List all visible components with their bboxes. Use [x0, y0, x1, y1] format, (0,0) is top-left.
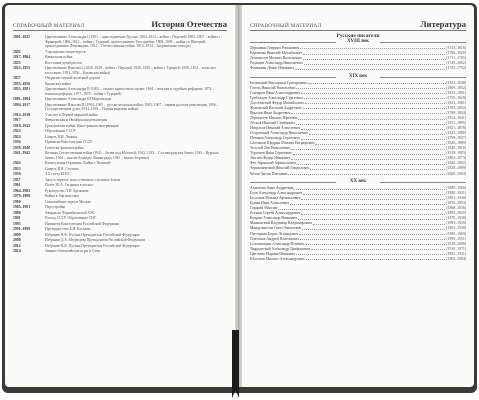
timeline-event: Президентство Б.Н. Ельцина: [45, 227, 91, 232]
writer-years: (1769–1844): [446, 110, 466, 115]
writer-name: Мандельштам Осип Эмильевич: [250, 226, 302, 231]
writer-years: (1812–1891): [446, 90, 466, 95]
timeline-date: 1979–1989: [13, 194, 31, 199]
timeline-row: [13, 238, 227, 243]
timeline-row: [13, 87, 227, 96]
writer-name: Гончаров Иван Александрович: [250, 90, 301, 95]
writer-name: Чехов Антон Павлович: [250, 171, 288, 176]
timeline-row: [13, 178, 227, 183]
writer-years: (1891–1940): [446, 196, 466, 201]
dot-leader: [297, 164, 446, 165]
timeline-row: [13, 222, 227, 227]
timeline-row: [13, 76, 227, 81]
timeline-event: Великая Отечественная война (1941 – битва под Москвой; 1942–1943 – Сталинградская битва; 1943 – Курская битва; 1944 – снятие блокады Ленинграда; 1945 – взятие Берлина): [45, 151, 219, 160]
timeline-event: Гражданская война. Иностранная интервенция: [45, 123, 119, 128]
timeline-row: [13, 61, 227, 66]
writer-years: (1870–1953): [446, 201, 466, 206]
century-heading: XIX век: [250, 74, 466, 80]
writer-years: (1783–1852): [446, 105, 466, 110]
writer-years: (1823–1886): [446, 131, 466, 136]
timeline-row: [13, 172, 227, 177]
timeline-row: [13, 216, 227, 221]
writer-years: (1831–1895): [446, 121, 466, 126]
timeline-row: [13, 205, 227, 210]
writer-name: Толстой Лев Николаевич: [250, 146, 291, 151]
dot-leader: [315, 144, 445, 145]
timeline-event: Авария на Чернобыльской АЭС: [45, 210, 95, 215]
timeline-event: Зимние Олимпийские игры в Сочи: [45, 249, 100, 254]
dot-leader: [301, 129, 445, 130]
timeline-row: [13, 35, 227, 49]
writer-name: Ломоносов Михаил Васильевич: [250, 56, 302, 61]
writer-name: Тургенев Иван Сергеевич: [250, 151, 292, 156]
timeline-event: Капитуляция Германии. Война с Японией: [45, 161, 111, 166]
writer-years: (1895–1925): [446, 211, 466, 216]
writer-name: Гоголь Николай Васильевич: [250, 85, 296, 90]
timeline-date: 1802: [13, 49, 21, 54]
writer-name: Пастернак Борис Леонидович: [250, 231, 299, 236]
writer-years: (1828–1910): [446, 146, 466, 151]
dot-leader: [305, 103, 446, 104]
timeline-row: [13, 200, 227, 205]
timeline-event: Смерть И.В. Сталина: [45, 166, 79, 171]
timeline-event: Избрание Д.А. Медведева Президентом Российской Федерации: [45, 238, 145, 243]
writer-name: Ахматова Анна Андреевна: [250, 186, 294, 191]
timeline-date: 1991: [13, 216, 21, 221]
writer-years: (1889–1966): [446, 186, 466, 191]
writer-name: Цветаева Марина Ивановна: [250, 251, 295, 256]
right-page: [242, 5, 474, 387]
writer-years: (1828–1889): [446, 166, 466, 171]
writer-name: Чернышевский Николай Гаврилович: [250, 166, 310, 171]
dot-leader: [303, 59, 446, 60]
writer-years: (1809–1852): [446, 85, 466, 90]
writer-years: (1860–1904): [446, 171, 466, 176]
writer-years: (1893–1930): [446, 221, 466, 226]
dot-leader: [291, 113, 445, 114]
writer-name: Маяковский Владимир Владимирович: [250, 221, 313, 226]
writers-list: [250, 33, 466, 261]
timeline-date: 1980: [13, 199, 21, 204]
writer-years: (1818–1883): [446, 151, 466, 156]
century-heading: XX век: [250, 179, 466, 185]
timeline-date: 2012: [13, 243, 21, 248]
dot-leader: [291, 149, 445, 150]
dot-leader: [301, 199, 445, 200]
writer-name: Державин Гавриил Романович: [250, 45, 300, 50]
timeline-date: 1956: [13, 172, 21, 177]
timeline-date: 1825–1855: [13, 66, 31, 71]
writer-years: (1821–1881): [446, 100, 466, 105]
timeline-event: Крымская война: [45, 81, 71, 86]
writer-name: Достоевский Фёдор Михайлович: [250, 100, 304, 105]
timeline-row: [13, 50, 227, 55]
writer-years: (1868–1936): [446, 206, 466, 211]
dot-leader: [300, 48, 445, 49]
timeline-event: Смерть В.И. Ленина: [45, 134, 77, 139]
dot-leader: [296, 88, 445, 89]
timeline-date: 1914–1918: [13, 112, 31, 117]
timeline-event: Образование СССР: [45, 129, 76, 134]
timeline-row: [13, 118, 227, 123]
timeline-row: [13, 249, 227, 254]
timeline-event: Принятие Конституции СССР: [45, 140, 93, 145]
timeline-row: [13, 167, 227, 172]
timeline-event: Полёт Ю.А. Гагарина в космос: [45, 183, 94, 188]
timeline-date: 1993: [13, 221, 21, 226]
timeline-row: [13, 151, 227, 160]
timeline-event: Учреждение министерств: [45, 49, 86, 54]
century-groups: [250, 39, 466, 261]
dot-leader: [303, 194, 445, 195]
writer-name: Горький Максим: [250, 206, 278, 211]
timeline-date: 1945: [13, 161, 21, 166]
right-page-title: Литература: [420, 19, 466, 29]
writer-years: (1821–1878): [446, 126, 466, 131]
timeline-date: 1917: [13, 118, 21, 123]
writer-years: (1795–1829): [446, 95, 466, 100]
timeline-date: 1837: [13, 76, 21, 81]
timeline-row: [13, 146, 227, 151]
timeline-event: Царствование Александра II (1861 – отмена крепостного права; 1864 – земская и судебная реформы; 1874 – военная реформа; 1877–1878 – война с Турцией): [45, 87, 215, 96]
timeline-row: [13, 211, 227, 216]
writer-years: (1899–1951): [446, 236, 466, 241]
writer-name: Тютчев Фёдор Иванович: [250, 156, 291, 161]
timeline-date: 1918–1922: [13, 123, 31, 128]
timeline-date: 1961: [13, 183, 21, 188]
timeline-row: [13, 124, 227, 129]
writer-name: Платонов Андрей Платонович: [250, 236, 300, 241]
timeline-event: Запуск первого искусственного спутника Земли: [45, 177, 121, 182]
timeline-row: [13, 103, 227, 112]
timeline-event: Война в Афганистане: [45, 194, 80, 199]
writer-name: Лермонтов Михаил Юрьевич: [250, 116, 298, 121]
writer-name: Булгаков Михаил Афанасьевич: [250, 196, 301, 201]
right-section-label: СПРАВОЧНЫЙ МАТЕРИАЛ: [250, 23, 322, 29]
writer-name: Куприн Александр Иванович: [250, 216, 298, 221]
dot-leader: [294, 189, 445, 190]
timeline-row: [13, 140, 227, 145]
timeline-date: 1817–1864: [13, 55, 31, 60]
timeline-date: 1964–1982: [13, 188, 31, 193]
writer-name: Твардовский Александр Трифонович: [250, 246, 310, 251]
timeline-date: 2008: [13, 238, 21, 243]
dot-leader: [308, 83, 445, 84]
writer-name: Пушкин Александр Сергеевич: [250, 136, 300, 141]
writer-years: (1803–1873): [446, 156, 466, 161]
dot-leader: [304, 64, 446, 65]
writer-name: Фонвизин Денис Иванович: [250, 66, 295, 71]
timeline-event: Открытие первой железной дороги: [45, 76, 101, 81]
timeline-date: 1924: [13, 134, 21, 139]
dot-leader: [290, 204, 445, 205]
timeline-row: [13, 194, 227, 199]
writer-name: Некрасов Николай Алексеевич: [250, 126, 300, 131]
timeline-event: Советско-финская война: [45, 145, 84, 150]
dot-leader: [288, 174, 445, 175]
timeline-event: Олимпийские игры в Москве: [45, 199, 91, 204]
writer-name: Шолохов Михаил Александрович: [250, 256, 305, 261]
timeline-event: XX съезд КПСС: [45, 172, 71, 177]
timeline-date: 1957: [13, 177, 21, 182]
writer-years: (1749–1802): [446, 61, 466, 66]
timeline-event: Царствование Николая I (1826–1828 – война с Персией; 1828–1829 – война с Турцией; 1830–1831 – польское восстание; 1853–1856 – Крымская война): [45, 66, 217, 75]
timeline-event: Избрание В.В. Путина Президентом Российской Федерации: [45, 243, 140, 248]
timeline-row: [13, 161, 227, 166]
notebook-spine: [235, 5, 242, 387]
dot-leader: [306, 259, 446, 260]
left-page-title: История Отечества: [151, 19, 227, 29]
left-page-header: [13, 15, 227, 31]
timeline-date: 1991–1999: [13, 227, 31, 232]
dot-leader: [301, 139, 446, 140]
timeline-event: Руководство Л.И. Брежнева: [45, 188, 89, 193]
dot-leader: [304, 98, 445, 99]
timeline-date: 1985–1991: [13, 205, 31, 210]
writer-years: (1880–1921): [446, 191, 466, 196]
timeline-event: Царствование Александра III Миротворца: [45, 97, 112, 102]
timeline-date: 1939–1940: [13, 145, 31, 150]
century-heading: XVIII век: [250, 39, 466, 45]
timeline-row: [13, 233, 227, 238]
timeline-event: Избрание В.В. Путина Президентом Российской Федерации: [45, 232, 140, 237]
timeline-date: 1825: [13, 60, 21, 65]
timeline-row: [13, 55, 227, 60]
writer-years: (1918–2008): [446, 241, 466, 246]
timeline-date: 1853–1856: [13, 81, 31, 86]
dot-leader: [300, 239, 445, 240]
timeline-event: Царствование Александра I (1801 – присоединение Грузии; 1804–1813 – война с Персией; 1805–1807 – войны с Францией; 1806–1812 – война с Турцией, присоединение Бессарабии; 1808–1809 – война со Швецией, присоединение Финляндии; 1812 – Отечественная война; 1813–1814 – Заграничные походы): [45, 35, 221, 49]
writer-name: Лесков Николай Семёнович: [250, 121, 296, 126]
dot-leader: [278, 209, 445, 210]
dot-leader: [302, 229, 445, 230]
writer-name: Грибоедов Александр Сергеевич: [250, 95, 304, 100]
timeline-event: Кавказская война: [45, 55, 73, 60]
timeline-date: 1894–1917: [13, 102, 31, 107]
timeline-event: Участие в Первой мировой войне: [45, 112, 98, 117]
timeline-row: [13, 82, 227, 87]
writer-years: (1905–1984): [446, 256, 466, 261]
writer-years: (1891–1938): [446, 226, 466, 231]
writer-years: (1811–1848): [446, 80, 466, 85]
dot-leader: [293, 154, 446, 155]
writer-years: (1820–1892): [446, 161, 466, 166]
dot-leader: [296, 254, 445, 255]
timeline-event: Восстание декабристов: [45, 60, 82, 65]
writer-years: (1892–1941): [446, 251, 466, 256]
timeline-row: [13, 66, 227, 75]
writer-name: Блок Александр Александрович: [250, 191, 303, 196]
timeline-row: [13, 97, 227, 102]
writer-name: Островский Александр Николаевич: [250, 131, 308, 136]
timeline-date: 1936: [13, 140, 21, 145]
dot-leader: [299, 234, 445, 235]
left-section-label: СПРАВОЧНЫЙ МАТЕРИАЛ: [13, 23, 85, 29]
timeline-date: 1881–1894: [13, 97, 31, 102]
right-page-header: [250, 15, 466, 31]
timeline-date: 1941–1945: [13, 151, 31, 156]
bookmark-ribbon[interactable]: [232, 330, 239, 398]
dot-leader: [303, 54, 445, 55]
writer-years: (1870–1938): [446, 216, 466, 221]
writer-years: (1826–1889): [446, 141, 466, 146]
timeline-event: Февральская и Октябрьская революции: [45, 118, 108, 123]
writer-name: Фет Афанасий Афанасьевич: [250, 161, 296, 166]
dot-leader: [295, 69, 445, 70]
writer-name: Крылов Иван Андреевич: [250, 110, 291, 115]
dot-leader: [309, 134, 446, 135]
timeline-event: Царствование Николая II (1904–1905 – русско-японская война; 1905–1907 – первая русская революция; 1906 – Государственная дума; 1914–1918 – Первая мировая война): [45, 102, 219, 112]
timeline-date: 2000: [13, 232, 21, 237]
timeline-row: [13, 129, 227, 134]
writer-name: Бунин Иван Алексеевич: [250, 201, 290, 206]
writer-years: (1814–1841): [446, 116, 466, 121]
dot-leader: [305, 244, 445, 245]
writer-name: Салтыков-Щедрин Михаил Евграфович: [250, 141, 315, 146]
writer-years: (1890–1960): [446, 231, 466, 236]
writer-years: (1799–1837): [446, 136, 466, 141]
timeline-row: [13, 135, 227, 140]
writer-name: Белинский Виссарион Григорьевич: [250, 80, 308, 85]
dot-leader: [298, 119, 445, 120]
writer-name: Солженицын Александр Исаевич: [250, 241, 305, 246]
writer-years: (1743–1816): [446, 45, 466, 50]
writer-name: Жуковский Василий Андреевич: [250, 105, 302, 110]
dot-leader: [303, 108, 446, 109]
timeline-date: 2014: [13, 249, 21, 254]
timeline-event: Распад СССР. Образование СНГ: [45, 216, 96, 221]
timeline-row: [13, 183, 227, 188]
dot-leader: [310, 169, 445, 170]
timeline-row: [13, 113, 227, 118]
dot-leader: [298, 219, 445, 220]
timeline-date: 1801–1825: [13, 35, 31, 39]
dot-leader: [296, 124, 445, 125]
dot-leader: [301, 93, 445, 94]
left-page: [5, 5, 235, 387]
timeline-date: 1922: [13, 129, 21, 134]
timeline-row: [13, 227, 227, 232]
timeline-row: [13, 189, 227, 194]
writer-name: Есенин Сергей Александрович: [250, 211, 301, 216]
writers-heading: Русские писатели: [336, 33, 380, 39]
writer-years: (1711–1765): [446, 56, 466, 61]
writer-years: (1745–1792): [446, 66, 466, 71]
timeline-row: [13, 244, 227, 249]
writer-years: (1766–1826): [446, 51, 466, 55]
dot-leader: [311, 249, 445, 250]
timeline-date: 1855–1881: [13, 87, 31, 92]
writer-name: Радищев Александр Николаевич: [250, 61, 303, 66]
writer-row: [250, 256, 466, 261]
writer-years: (1910–1971): [446, 246, 466, 251]
dot-leader: [291, 159, 445, 160]
timeline-date: 1986: [13, 210, 21, 215]
timeline-date: 1953: [13, 166, 21, 171]
history-timeline: [13, 35, 227, 255]
timeline-event: Перестройка: [45, 205, 66, 210]
writer-name: Карамзин Николай Михайлович: [250, 51, 303, 55]
dot-leader: [301, 214, 445, 215]
timeline-event: Принятие Конституции Российской Федерации: [45, 221, 120, 226]
dot-leader: [313, 224, 445, 225]
